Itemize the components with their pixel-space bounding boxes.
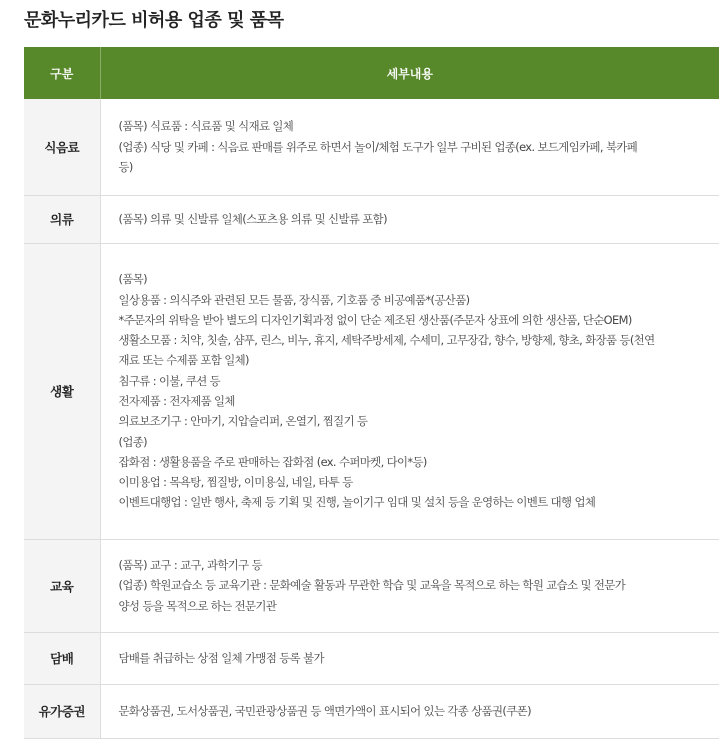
- detail-line: *주문자의 위탁을 받아 별도의 디자인기획과정 없이 단순 제조된 생산품(주문자 상표에 의한 생산품, 단순OEM): [118, 312, 632, 327]
- detail-line: 등): [118, 159, 133, 174]
- details-cell: [100, 243, 719, 539]
- detail-line: 문화상품권, 도서상품권, 국민관광상품권 등 액면가액이 표시되어 있는 각종 상품권(쿠폰): [118, 703, 531, 718]
- detail-line: (업종) 식당 및 카페 : 식음료 판매를 위주로 하면서 놀이/체험 도구가 일부 구비된 업종(ex. 보드게임카페, 북카페: [118, 139, 638, 154]
- detail-line: 이벤트대행업 : 일반 행사, 축제 등 기획 및 진행, 놀이기구 임대 및 설치 등을 운영하는 이벤트 대행 업체: [118, 495, 596, 510]
- table-row-tobacco: [24, 632, 719, 684]
- details-cell: [100, 684, 719, 738]
- header-details: 세부내용: [100, 47, 719, 99]
- header-category: 구분: [24, 47, 100, 99]
- page-title: 문화누리카드 비허용 업종 및 품목: [24, 10, 284, 31]
- detail-line: 일상용품 : 의식주와 관련된 모든 물품, 장식품, 기호품 중 비공예품*(공산품): [118, 292, 470, 307]
- details-cell: [100, 99, 719, 195]
- detail-line: (품목) 식료품 : 식료품 및 식재료 일체: [118, 119, 294, 134]
- detail-line: 의료보조기구 : 안마기, 지압슬리퍼, 온열기, 찜질기 등: [118, 414, 368, 429]
- detail-line: (품목): [118, 272, 147, 287]
- detail-line: 생활소모품 : 치약, 칫솔, 샴푸, 린스, 비누, 휴지, 세탁주방세제, 수세미, 고무장갑, 향수, 방향제, 향초, 화장품 등(천연: [118, 333, 655, 348]
- restriction-table: [24, 47, 719, 739]
- details-cell: [100, 539, 719, 632]
- details-cell: [100, 195, 719, 243]
- detail-line: 양성 등을 목적으로 하는 전문기관: [118, 598, 277, 613]
- table-row-living: [24, 243, 719, 539]
- table-row-securities: [24, 684, 719, 738]
- table-row-education: [24, 539, 719, 632]
- table-header-row: [24, 47, 719, 99]
- detail-line: 전자제품 : 전자제품 일체: [118, 394, 235, 408]
- category-cell: 생활: [24, 243, 100, 539]
- detail-line: (품목) 교구 : 교구, 과학기구 등: [118, 558, 262, 573]
- detail-line: 침구류 : 이불, 쿠션 등: [118, 373, 221, 388]
- detail-line: (품목) 의류 및 신발류 일체(스포츠용 의류 및 신발류 포함): [118, 211, 387, 226]
- category-cell: 의류: [24, 195, 100, 243]
- detail-line: 담배를 취급하는 상점 일체 가맹점 등록 불가: [118, 650, 324, 665]
- detail-line: 재료 또는 수제품 포함 일체): [118, 353, 249, 368]
- detail-line: 이미용업 : 목욕탕, 찜질방, 이미용실, 네일, 타투 등: [118, 475, 353, 490]
- category-cell: 식음료: [24, 99, 100, 195]
- detail-line: (업종) 학원교습소 등 교육기관 : 문화예술 활동과 무관한 학습 및 교육을 목적으로 하는 학원 교습소 및 전문가: [118, 578, 626, 593]
- detail-line: 잡화점 : 생활용품을 주로 판매하는 잡화점 (ex. 수퍼마켓, 다이*등): [118, 454, 427, 469]
- category-cell: 유가증권: [24, 684, 100, 738]
- category-cell: 교육: [24, 539, 100, 632]
- detail-line: (업종): [118, 434, 147, 449]
- table-row-clothing: [24, 195, 719, 243]
- table-row-food: [24, 99, 719, 195]
- details-cell: [100, 632, 719, 684]
- category-cell: 담배: [24, 632, 100, 684]
